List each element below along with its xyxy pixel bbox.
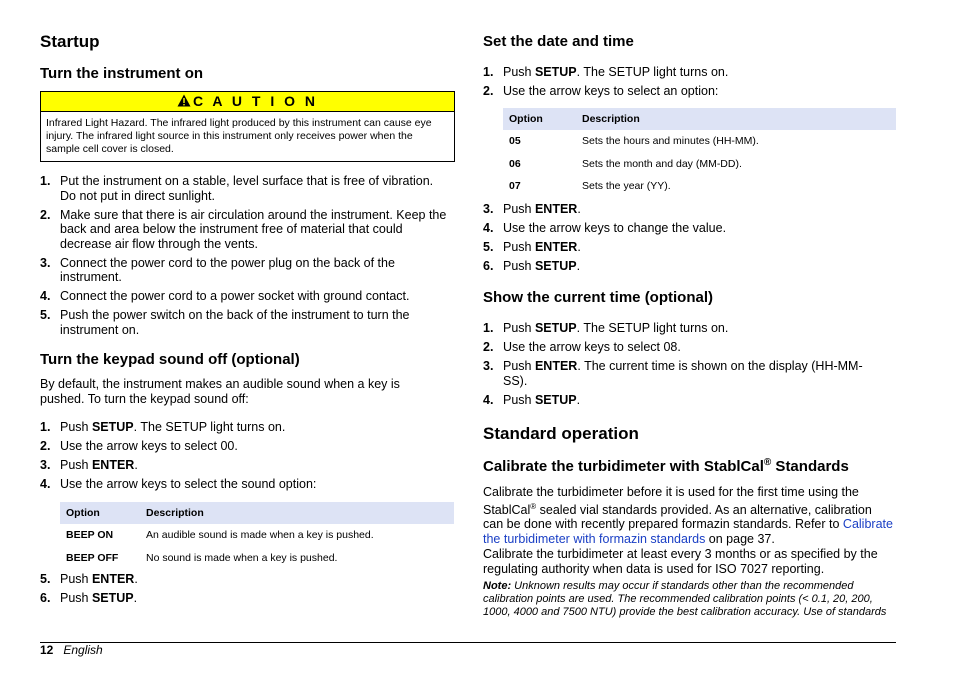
step-text: . The current time is shown on the display (HH-MM-SS). bbox=[503, 359, 863, 388]
cell-description: Sets the month and day (MM-DD). bbox=[582, 157, 742, 170]
date-time-steps bbox=[483, 65, 893, 103]
key-name: SETUP bbox=[91, 420, 134, 434]
table-row bbox=[503, 175, 896, 198]
col-option: Option bbox=[503, 108, 576, 130]
step-text: Push bbox=[503, 240, 535, 254]
step-text: Push bbox=[60, 458, 92, 472]
list-item bbox=[483, 393, 883, 408]
para-text: sealed vial standards provided. As an alternative, calibration can be done with recently prepared formazin standards. Refer to bbox=[483, 502, 872, 532]
table-row bbox=[503, 153, 896, 176]
step-number: 2. bbox=[40, 207, 51, 222]
heading-text-end: Standards bbox=[771, 458, 849, 475]
cell-description: Sets the hours and minutes (HH-MM). bbox=[582, 135, 759, 148]
cell-option: BEEP OFF bbox=[66, 551, 119, 564]
step-text: Make sure that there is air circulation around the instrument. Keep the back and area below the instrument free of material that could decrease air flow through the vents. bbox=[60, 207, 447, 251]
list-item bbox=[40, 174, 450, 203]
calibration-note bbox=[483, 580, 896, 619]
step-number: 1. bbox=[483, 321, 494, 335]
list-item bbox=[483, 202, 893, 217]
col-option: Option bbox=[60, 502, 140, 524]
step-number: 1. bbox=[40, 420, 51, 434]
step-number: 1. bbox=[483, 65, 494, 79]
step-number: 3. bbox=[483, 202, 494, 216]
step-text: Push bbox=[503, 65, 535, 79]
sound-options-table bbox=[60, 502, 454, 569]
caution-box bbox=[40, 91, 455, 162]
list-item bbox=[40, 289, 450, 304]
step-text: . bbox=[576, 259, 581, 273]
step-number: 4. bbox=[40, 289, 51, 303]
key-name: ENTER bbox=[91, 572, 135, 586]
list-item bbox=[483, 259, 893, 274]
step-text: . bbox=[133, 591, 138, 605]
heading-calibrate-stablcal bbox=[483, 457, 849, 475]
date-options-table bbox=[503, 108, 896, 198]
note-label: Note: bbox=[483, 580, 512, 592]
cell-option: 05 bbox=[509, 135, 521, 148]
step-text: Push bbox=[60, 572, 92, 586]
para-text: on page 37. bbox=[705, 531, 775, 546]
step-text: Connect the power cord to a power socket with ground contact. bbox=[60, 289, 410, 303]
step-text: . The SETUP light turns on. bbox=[133, 420, 286, 434]
step-text: Push bbox=[503, 259, 535, 273]
step-number: 4. bbox=[483, 392, 494, 407]
key-name: SETUP bbox=[534, 321, 577, 335]
table-header-row bbox=[503, 108, 896, 130]
cell-option: 07 bbox=[509, 180, 521, 193]
step-number: 1. bbox=[40, 174, 51, 188]
heading-turn-on: Turn the instrument on bbox=[40, 65, 204, 82]
key-name: ENTER bbox=[534, 240, 578, 254]
step-text: Put the instrument on a stable, level surface that is free of vibration. Do not put in direct sunlight. bbox=[60, 174, 434, 203]
step-text: . bbox=[134, 458, 138, 472]
step-text: Push bbox=[503, 321, 535, 335]
step-text: . bbox=[576, 392, 581, 407]
list-item bbox=[483, 221, 893, 236]
step-text: Push bbox=[503, 359, 535, 373]
key-name: ENTER bbox=[534, 202, 578, 216]
step-text: Push bbox=[503, 202, 535, 216]
step-number: 2. bbox=[40, 439, 51, 453]
step-text: . bbox=[577, 240, 581, 254]
footer-rule bbox=[40, 642, 896, 643]
list-item bbox=[483, 84, 893, 99]
key-name: SETUP bbox=[91, 591, 134, 605]
caution-bar bbox=[41, 92, 454, 112]
caution-label: C A U T I O N bbox=[192, 93, 319, 109]
heading-startup: Startup bbox=[40, 32, 100, 51]
keypad-intro: By default, the instrument makes an audible sound when a key is pushed. To turn the keypad sound off: bbox=[40, 377, 400, 406]
list-item bbox=[40, 420, 450, 435]
note-text: Unknown results may occur if standards other than the recommended calibration points are used. The recommended calibration points (< 0.1, 20, 200, 1000, 4000 and 7500 NTU) provide the best calibration accuracy. Use of standards bbox=[483, 580, 887, 618]
key-name: SETUP bbox=[534, 259, 577, 273]
heading-show-time: Show the current time (optional) bbox=[483, 289, 714, 306]
step-number: 3. bbox=[40, 255, 51, 270]
step-number: 4. bbox=[483, 221, 494, 235]
table-row bbox=[60, 524, 454, 547]
list-item bbox=[40, 439, 450, 454]
list-item bbox=[40, 256, 450, 285]
heading-standard-operation: Standard operation bbox=[483, 424, 639, 443]
cell-option: BEEP ON bbox=[66, 529, 114, 542]
step-text: Use the arrow keys to select an option: bbox=[503, 84, 719, 98]
cell-description: Sets the year (YY). bbox=[582, 180, 671, 193]
turn-on-steps bbox=[40, 174, 450, 342]
step-text: Push bbox=[60, 591, 92, 605]
step-text: Push bbox=[60, 420, 92, 434]
warning-icon bbox=[177, 94, 191, 107]
cell-description: No sound is made when a key is pushed. bbox=[146, 551, 338, 564]
list-item bbox=[483, 359, 883, 388]
calibrate-paragraph-2: Calibrate the turbidimeter at least every 3 months or as specified by the regulating authority when data is used for ISO 7027 reporting. bbox=[483, 547, 878, 576]
keypad-steps bbox=[40, 420, 450, 496]
step-number: 5. bbox=[40, 572, 51, 586]
col-description: Description bbox=[576, 108, 896, 130]
step-text: Connect the power cord to the power plug on the back of the instrument. bbox=[60, 255, 395, 284]
footer-language: English bbox=[63, 643, 103, 657]
table-header-row bbox=[60, 502, 454, 524]
step-number: 3. bbox=[40, 458, 51, 472]
table-row bbox=[60, 547, 454, 570]
step-text: Push bbox=[503, 392, 535, 407]
list-item bbox=[40, 308, 450, 337]
list-item bbox=[40, 208, 450, 252]
list-item bbox=[483, 340, 883, 355]
key-name: ENTER bbox=[534, 359, 578, 373]
key-name: SETUP bbox=[534, 65, 577, 79]
registered-mark: ® bbox=[763, 457, 772, 468]
keypad-steps-continued bbox=[40, 572, 450, 610]
step-number: 6. bbox=[483, 259, 494, 273]
step-text: . The SETUP light turns on. bbox=[576, 321, 729, 335]
show-time-steps bbox=[483, 321, 883, 412]
step-text: Use the arrow keys to change the value. bbox=[503, 221, 727, 235]
cell-option: 06 bbox=[509, 157, 521, 170]
heading-keypad-sound: Turn the keypad sound off (optional) bbox=[40, 351, 300, 368]
step-text: Push the power switch on the back of the instrument to turn the instrument on. bbox=[60, 308, 410, 337]
heading-text: Calibrate the turbidimeter with StablCal bbox=[483, 458, 764, 475]
heading-date-time: Set the date and time bbox=[483, 33, 634, 50]
list-item bbox=[40, 572, 450, 587]
page-number: 12 bbox=[40, 643, 54, 657]
step-number: 4. bbox=[40, 477, 51, 491]
list-item bbox=[483, 65, 893, 80]
date-time-steps-continued bbox=[483, 202, 893, 278]
step-text: Use the arrow keys to select 00. bbox=[60, 439, 238, 453]
step-number: 3. bbox=[483, 359, 494, 373]
list-item bbox=[40, 591, 450, 606]
formazin-calibration-link[interactable]: Calibrate the turbidimeter with formazin standards bbox=[483, 517, 893, 546]
step-number: 6. bbox=[40, 591, 51, 605]
key-name: ENTER bbox=[91, 458, 135, 472]
caution-text: Infrared Light Hazard. The infrared light produced by this instrument can cause eye injury. The infrared light source in this instrument only receives power when the sample cell cover is closed. bbox=[46, 117, 432, 155]
step-number: 2. bbox=[483, 340, 494, 354]
key-name: SETUP bbox=[534, 392, 577, 407]
step-text: . bbox=[577, 202, 581, 216]
step-text: Use the arrow keys to select the sound option: bbox=[60, 477, 317, 491]
step-text: Use the arrow keys to select 08. bbox=[503, 340, 681, 354]
para-text: Calibrate the turbidimeter before it is used for the first time using the StablCal bbox=[483, 485, 859, 517]
list-item bbox=[483, 240, 893, 255]
step-number: 5. bbox=[40, 308, 51, 322]
cell-description: An audible sound is made when a key is pushed. bbox=[146, 529, 374, 542]
col-description: Description bbox=[140, 502, 454, 524]
list-item bbox=[40, 458, 450, 473]
calibrate-paragraph-1 bbox=[483, 485, 893, 546]
registered-mark: ® bbox=[530, 501, 537, 511]
step-number: 2. bbox=[483, 84, 494, 98]
list-item bbox=[483, 321, 883, 336]
table-row bbox=[503, 130, 896, 153]
step-text: . bbox=[134, 572, 138, 586]
list-item bbox=[40, 477, 450, 492]
step-number: 5. bbox=[483, 240, 494, 254]
step-text: . The SETUP light turns on. bbox=[576, 65, 729, 79]
page-footer bbox=[40, 643, 103, 657]
